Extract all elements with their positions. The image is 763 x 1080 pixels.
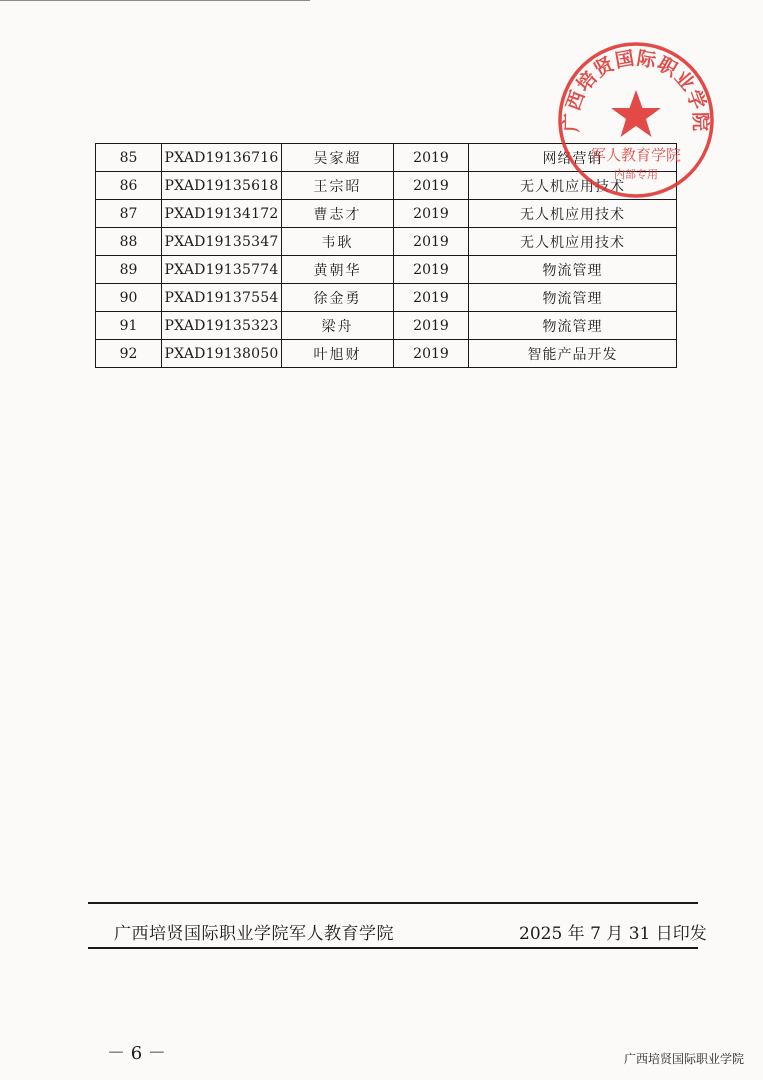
footer-organization: 广西培贤国际职业学院军人教育学院 xyxy=(114,924,394,944)
row-number-cell: 91 xyxy=(96,312,162,340)
watermark-text: 广西培贤国际职业学院 xyxy=(624,1052,745,1066)
row-number-cell: 85 xyxy=(96,144,162,172)
table-row xyxy=(96,228,677,256)
major-cell: 物流管理 xyxy=(469,284,677,312)
table-row xyxy=(96,284,677,312)
seal-outer-text: 广西培贤国际职业学院 xyxy=(560,47,712,133)
student-name-cell: 叶旭财 xyxy=(282,340,394,368)
table-row xyxy=(96,256,677,284)
major-cell: 物流管理 xyxy=(469,312,677,340)
footer-issue-date: 2025 年 7 月 31 日印发 xyxy=(519,924,707,944)
enroll-year-cell: 2019 xyxy=(394,284,469,312)
student-id-cell: PXAD19135323 xyxy=(162,312,282,340)
student-id-cell: PXAD19135774 xyxy=(162,256,282,284)
student-id-cell: PXAD19137554 xyxy=(162,284,282,312)
student-id-cell: PXAD19138050 xyxy=(162,340,282,368)
major-cell: 物流管理 xyxy=(469,256,677,284)
table-row xyxy=(96,200,677,228)
row-number-cell: 87 xyxy=(96,200,162,228)
student-id-cell: PXAD19135618 xyxy=(162,172,282,200)
table-row xyxy=(96,312,677,340)
student-name-cell: 黄朝华 xyxy=(282,256,394,284)
seal-star-icon xyxy=(611,90,661,137)
enroll-year-cell: 2019 xyxy=(394,200,469,228)
student-id-cell: PXAD19135347 xyxy=(162,228,282,256)
major-cell: 网络营销 xyxy=(469,144,677,172)
seal-bottom-text: 内部专用 xyxy=(614,168,658,181)
major-cell: 无人机应用技术 xyxy=(469,172,677,200)
enroll-year-cell: 2019 xyxy=(394,172,469,200)
student-name-cell: 徐金勇 xyxy=(282,284,394,312)
student-id-cell: PXAD19134172 xyxy=(162,200,282,228)
student-name-cell: 梁舟 xyxy=(282,312,394,340)
official-seal xyxy=(556,40,716,200)
footer-top-rule xyxy=(88,902,698,904)
student-name-cell: 韦耿 xyxy=(282,228,394,256)
enroll-year-cell: 2019 xyxy=(394,312,469,340)
major-cell: 无人机应用技术 xyxy=(469,228,677,256)
table-row xyxy=(96,340,677,368)
enroll-year-cell: 2019 xyxy=(394,256,469,284)
row-number-cell: 89 xyxy=(96,256,162,284)
major-cell: 智能产品开发 xyxy=(469,340,677,368)
enroll-year-cell: 2019 xyxy=(394,340,469,368)
top-edge-line xyxy=(0,0,310,1)
row-number-cell: 86 xyxy=(96,172,162,200)
seal-inner-text: 军人教育学院 xyxy=(590,146,682,164)
row-number-cell: 88 xyxy=(96,228,162,256)
student-id-cell: PXAD19136716 xyxy=(162,144,282,172)
row-number-cell: 92 xyxy=(96,340,162,368)
page-number: － 6 － xyxy=(107,1043,166,1064)
major-cell: 无人机应用技术 xyxy=(469,200,677,228)
student-name-cell: 吴家超 xyxy=(282,144,394,172)
student-name-cell: 曹志才 xyxy=(282,200,394,228)
enroll-year-cell: 2019 xyxy=(394,144,469,172)
enroll-year-cell: 2019 xyxy=(394,228,469,256)
student-name-cell: 王宗昭 xyxy=(282,172,394,200)
row-number-cell: 90 xyxy=(96,284,162,312)
footer-bottom-rule xyxy=(88,947,698,949)
